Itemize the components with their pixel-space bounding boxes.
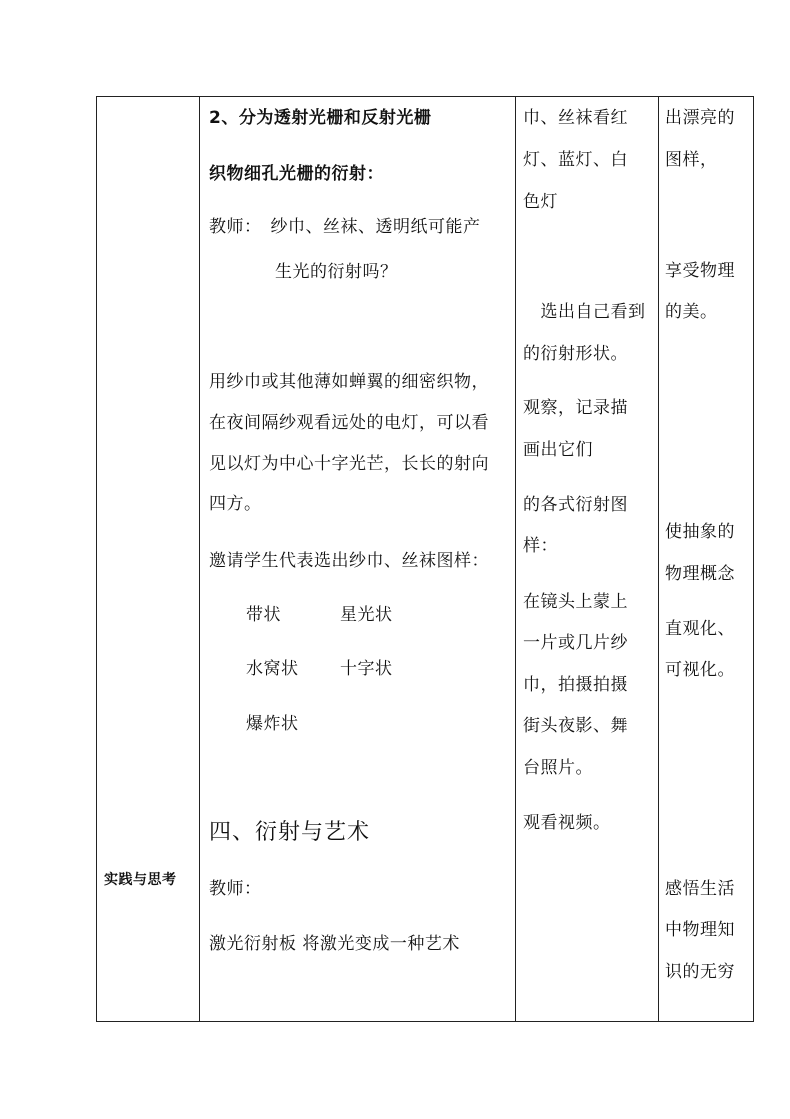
lesson-table	[96, 96, 754, 1022]
paragraph-line: 在夜间隔纱观看远处的电灯，可以看	[209, 413, 489, 433]
student-line: 巾、丝袜看红	[523, 108, 628, 128]
intent-line: 使抽象的	[665, 522, 735, 542]
laser-diffraction-line: 激光衍射板 将激光变成一种艺术	[209, 934, 460, 954]
intent-line: 图样，	[665, 150, 718, 170]
student-line: 台照片。	[523, 758, 593, 778]
paragraph-line: 四方。	[209, 494, 262, 514]
student-line: 样：	[523, 536, 558, 556]
student-line: 选出自己看到	[523, 302, 646, 322]
intent-line: 出漂亮的	[665, 108, 735, 128]
pattern-option: 十字状	[340, 659, 393, 679]
intent-line: 物理概念	[665, 564, 735, 584]
design-intent-column	[659, 97, 755, 1021]
student-line: 画出它们	[523, 440, 593, 460]
teacher-label: 教师：	[209, 879, 262, 899]
pattern-option: 星光状	[340, 605, 393, 625]
student-line: 在镜头上蒙上	[523, 592, 628, 612]
fabric-grating-heading: 织物细孔光栅的衍射：	[209, 164, 384, 184]
intent-line: 享受物理	[665, 261, 735, 281]
teacher-question-line2: 生光的衍射吗？	[275, 262, 398, 282]
intent-line: 中物理知	[665, 920, 735, 940]
student-line: 灯、蓝灯、白	[523, 150, 628, 170]
intent-line: 感悟生活	[665, 879, 735, 899]
intent-line: 可视化。	[665, 660, 735, 680]
student-line: 的衍射形状。	[523, 344, 628, 364]
student-line: 巾，拍摄拍摄	[523, 675, 628, 695]
teacher-question-line1: 教师： 纱巾、丝袜、透明纸可能产	[209, 217, 481, 237]
student-line: 的各式衍射图	[523, 495, 628, 515]
paragraph-line: 用纱巾或其他薄如蝉翼的细密织物，	[209, 372, 489, 392]
teacher-activity-column	[200, 97, 516, 1021]
paragraph-line: 见以灯为中心十字光芒，长长的射向	[209, 454, 489, 474]
pattern-option: 爆炸状	[246, 714, 299, 734]
student-line: 色灯	[523, 192, 558, 212]
student-line: 观察，记录描	[523, 398, 628, 418]
student-line: 街头夜影、舞	[523, 716, 628, 736]
student-activity-column	[516, 97, 659, 1021]
intent-line: 识的无穷	[665, 962, 735, 982]
intent-line: 的美。	[665, 302, 718, 322]
grating-types-heading: 2、分为透射光栅和反射光栅	[209, 108, 432, 128]
intent-line: 直观化、	[665, 619, 735, 639]
label-column	[97, 97, 200, 1021]
section-label: 实践与思考	[104, 872, 177, 888]
student-line: 观看视频。	[523, 813, 611, 833]
section-four-title: 四、衍射与艺术	[209, 820, 371, 845]
pattern-option: 带状	[246, 605, 281, 625]
pattern-option: 水窝状	[246, 659, 299, 679]
student-line: 一片或几片纱	[523, 633, 628, 653]
invite-students-line: 邀请学生代表选出纱巾、丝袜图样：	[209, 551, 489, 571]
